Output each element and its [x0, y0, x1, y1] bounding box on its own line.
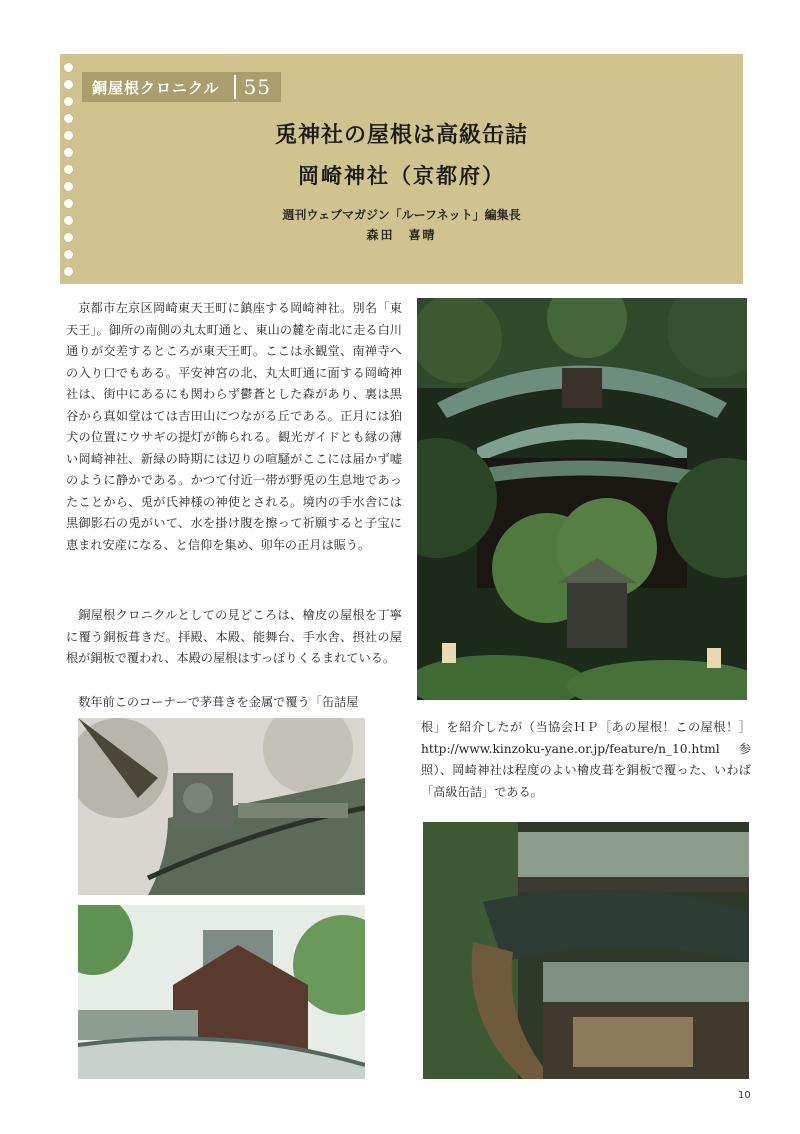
roof-eave-photo-1: [78, 718, 365, 895]
body-paragraph-3: 数年前このコーナーで茅葺きを金属で覆う「缶詰屋: [78, 695, 359, 709]
article-subtitle: 岡崎神社（京都府）: [298, 164, 505, 188]
author-affiliation: 週刊ウェブマガジン「ルーフネット」編集長: [282, 208, 521, 222]
binder-ring: [63, 79, 74, 90]
body-paragraph-4: 根」を紹介したが（当協会ＨＰ［あの屋根！この屋根！］http://www.kinzoku-yane.or.jp/feature/n_10.html 参照）、岡崎神社は程度のよい檜皮葺を銅板で覆った、いわば「高級缶詰」である。: [421, 720, 751, 799]
series-label: 銅屋根クロニクル: [92, 78, 220, 97]
binder-ring: [63, 266, 74, 277]
series-label-box: [82, 72, 281, 102]
page-number: 10: [738, 1090, 751, 1101]
binder-ring: [63, 249, 74, 260]
roof-gutter-photo: [423, 822, 749, 1079]
shrine-main-photo: [417, 298, 747, 700]
roof-ridge-photo: [78, 905, 365, 1079]
body-paragraph-1: 京都市左京区岡崎東天王町に鎮座する岡崎神社。別名「東天王」。御所の南側の丸太町通と、東山の麓を南北に走る白川通りが交差するところが東天王町。ここは永観堂、南禅寺への入り口でもある。平安神宮の北、丸太町通に面する岡崎神社は、街中にあるにも関わらず鬱蒼とした森があり、裏は黒谷から真如堂はては吉田山につながる丘である。正月には狛犬の位置にウサギの提灯が飾られる。観光ガイドとも縁の薄い岡崎神社、新緑の時期には辺りの喧騒がここには届かず嘘のように静かである。かつて付近一帯が野兎の生息地であったことから、兎が氏神様の神使とされる。境内の手水舎には黒御影石の兎がいて、水を掛け腹を擦って祈願すると子宝に恵まれ安産になる、と信仰を集め、卯年の正月は賑う。: [66, 301, 402, 552]
binder-ring: [63, 96, 74, 107]
article-title: 兎神社の屋根は高級缶詰: [274, 123, 528, 148]
body-paragraph-2: 銅屋根クロニクルとしての見どころは、檜皮の屋根を丁寧に覆う銅板葺きだ。拝殿、本殿、能舞台、手水舎、摂社の屋根が銅板で覆われ、本殿の屋根はすっぽりくるまれている。: [66, 608, 402, 665]
binder-ring: [63, 62, 74, 73]
author-name: 森田 喜晴: [366, 228, 437, 242]
series-number: 55: [243, 75, 272, 99]
series-divider: [234, 75, 236, 99]
